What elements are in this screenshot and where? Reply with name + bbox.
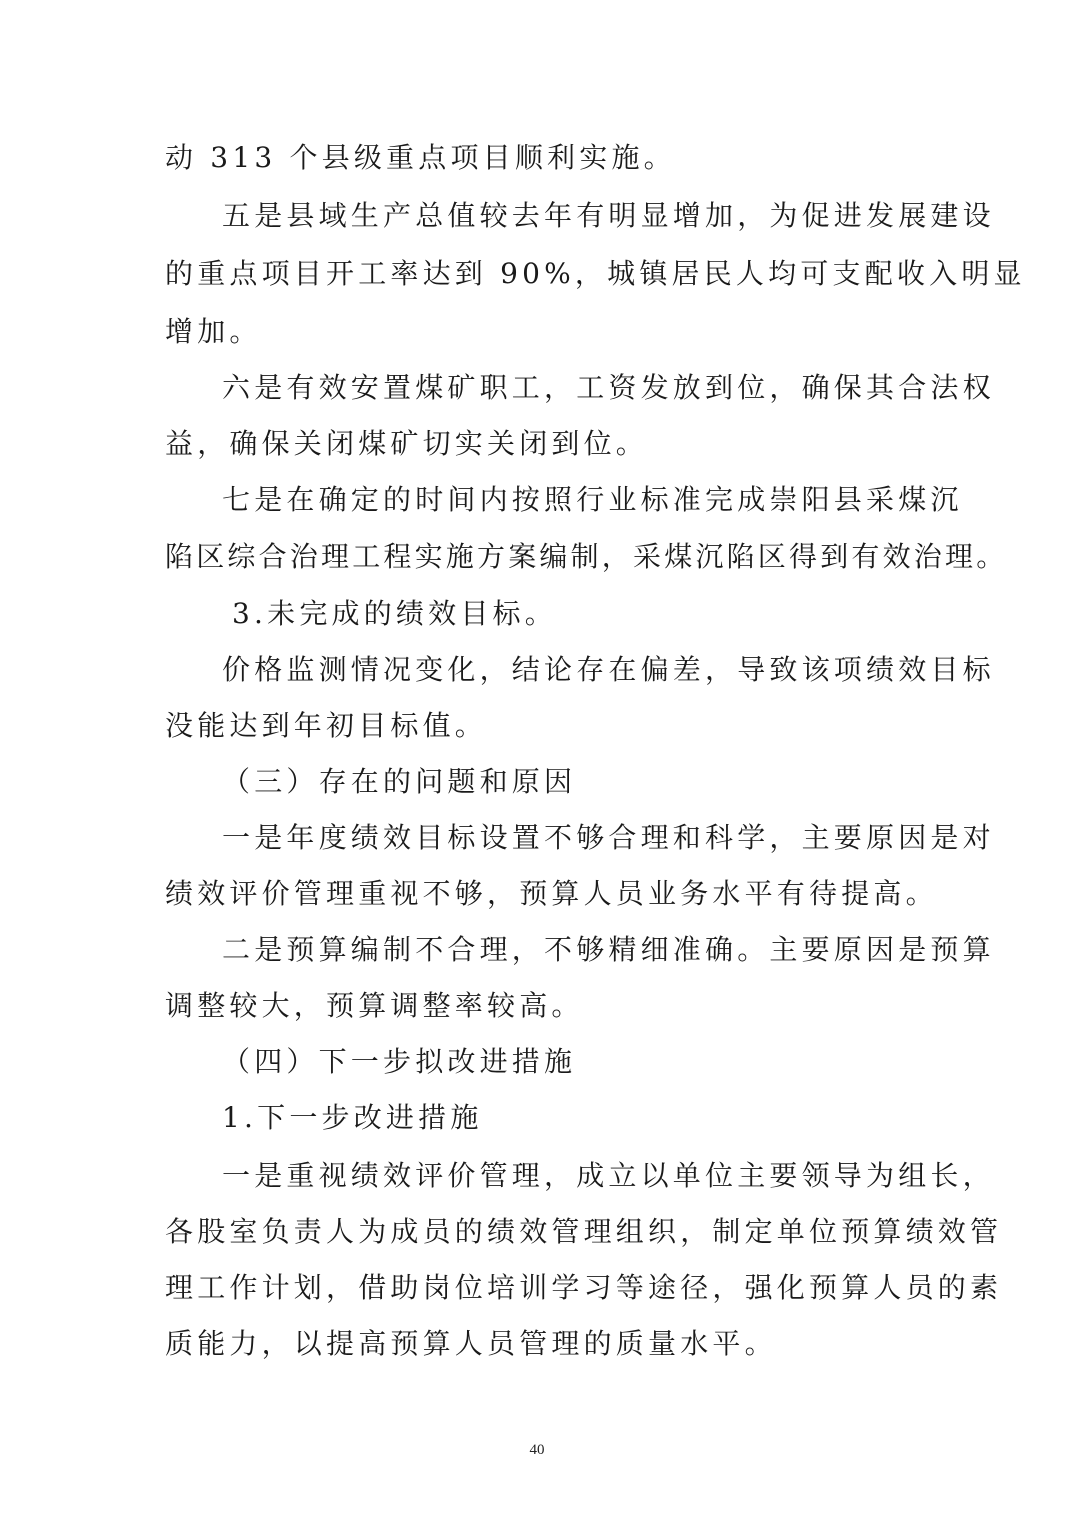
paragraph-line: 五是县域生产总值较去年有明显增加，为促进发展建设 bbox=[222, 199, 995, 232]
text-line: 的重点项目开工率达到 90%，城镇居民人均可支配收入明显 bbox=[165, 257, 1026, 290]
text-line: 调整较大，预算调整率较高。 bbox=[165, 989, 584, 1022]
text-line: 陷区综合治理工程实施方案编制，采煤沉陷区得到有效治理。 bbox=[165, 540, 1008, 573]
text-line: 动 313 个县级重点项目顺利实施。 bbox=[165, 141, 676, 174]
paragraph-line: 价格监测情况变化，结论存在偏差，导致该项绩效目标 bbox=[222, 653, 995, 686]
text-line: 质能力，以提高预算人员管理的质量水平。 bbox=[165, 1327, 777, 1360]
page-number: 40 bbox=[529, 1442, 545, 1458]
text-line: 益，确保关闭煤矿切实关闭到位。 bbox=[165, 427, 649, 460]
text-line: 各股室负责人为成员的绩效管理组织，制定单位预算绩效管 bbox=[165, 1215, 1003, 1248]
paragraph-line: 七是在确定的时间内按照行业标准完成崇阳县采煤沉 bbox=[222, 483, 963, 516]
section-heading-4: （四）下一步拟改进措施 bbox=[222, 1045, 577, 1078]
text-line: 绩效评价管理重视不够，预算人员业务水平有待提高。 bbox=[165, 877, 938, 910]
section-heading-3: （三）存在的问题和原因 bbox=[222, 765, 577, 798]
list-item-label: 3.未完成的绩效目标。 bbox=[232, 597, 557, 630]
subsection-heading: 1.下一步改进措施 bbox=[222, 1101, 483, 1134]
paragraph-line: 一是重视绩效评价管理，成立以单位主要领导为组长， bbox=[222, 1159, 995, 1192]
text-line: 增加。 bbox=[165, 315, 262, 348]
paragraph-line: 六是有效安置煤矿职工，工资发放到位，确保其合法权 bbox=[222, 371, 995, 404]
text-line: 没能达到年初目标值。 bbox=[165, 709, 488, 742]
paragraph-line: 二是预算编制不合理，不够精细准确。主要原因是预算 bbox=[222, 933, 995, 966]
text-line: 理工作计划，借助岗位培训学习等途径，强化预算人员的素 bbox=[165, 1271, 1003, 1304]
paragraph-line: 一是年度绩效目标设置不够合理和科学，主要原因是对 bbox=[222, 821, 995, 854]
